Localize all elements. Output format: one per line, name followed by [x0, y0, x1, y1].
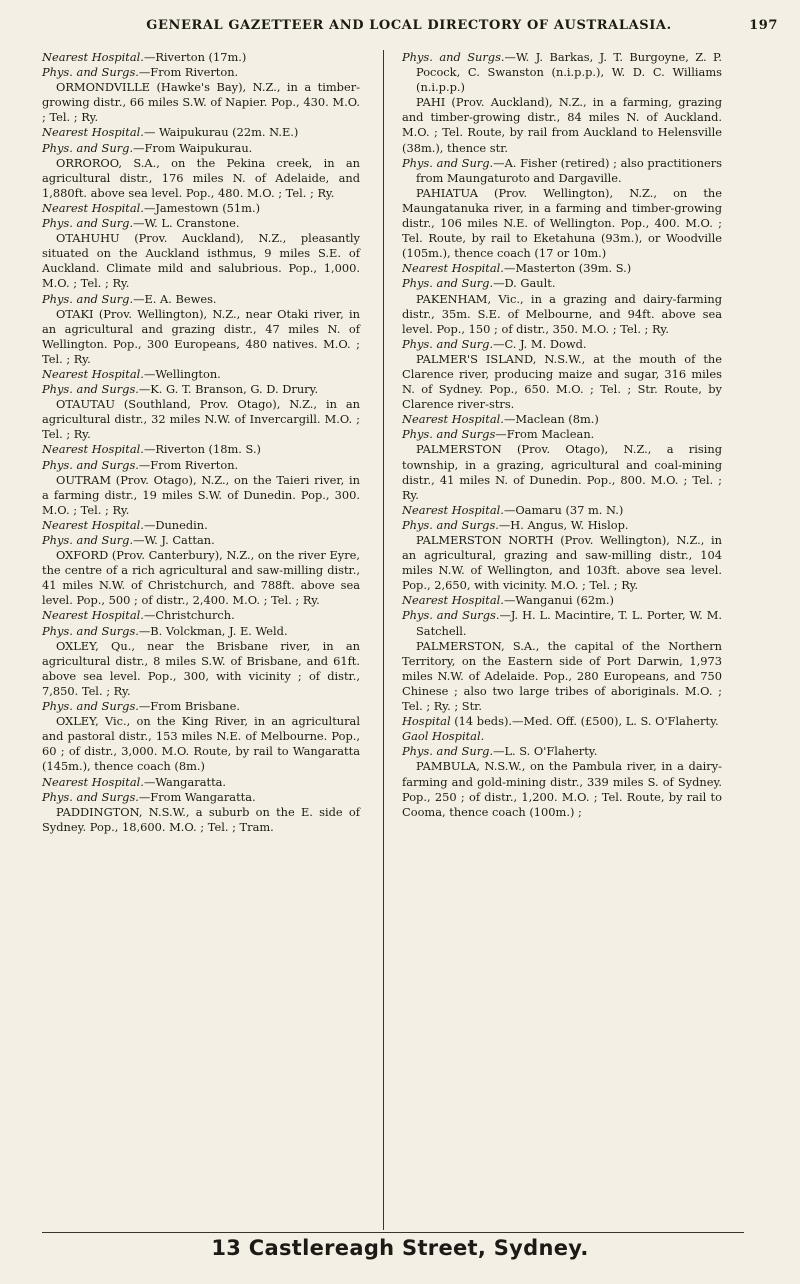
entry-text: —D. Gault.: [493, 276, 556, 291]
gazetteer-entry: [402, 292, 722, 337]
entry-text: OXFORD (Prov. Canterbury), N.Z., on the river Eyre, the centre of a rich agricultural and saw-milling distr., 41 miles N.W. of Christchurch, and 788ft. above sea level. Pop., 500 ; of distr., 2,400. M.O. ; Tel. ; Ry.: [42, 548, 360, 608]
gazetteer-entry: [42, 307, 360, 367]
detail-label: Phys. and Surg.: [402, 155, 494, 170]
gazetteer-entry: [42, 473, 360, 518]
header-title: GENERAL GAZETTEER AND LOCAL DIRECTORY OF AUSTRALASIA.: [146, 18, 672, 33]
entry-text: (14 beds).—Med. Off. (£500), L. S. O'Flaherty.: [454, 714, 719, 729]
gazetteer-entry: [402, 186, 722, 261]
entry-detail: [42, 216, 360, 231]
entry-detail: [42, 790, 360, 805]
entry-text: —J. H. L. Macintire, T. L. Porter, W. M. Satchell.: [416, 608, 722, 638]
entry-detail: [402, 608, 722, 638]
entry-text: —H. Angus, W. Hislop.: [498, 517, 629, 532]
gazetteer-entry: [402, 759, 722, 819]
entry-detail: [42, 201, 360, 216]
entry-text: — Waipukurau (22m. N.E.): [143, 125, 299, 140]
entry-text: —From Wangaratta.: [138, 789, 256, 804]
detail-label: Nearest Hospital.: [42, 774, 144, 789]
detail-label: Phys. and Surgs.: [402, 50, 505, 64]
entry-detail: [402, 503, 722, 518]
detail-label: Nearest Hospital.: [402, 502, 504, 517]
entry-text: —From Riverton.: [138, 65, 239, 80]
entry-text: —Oamaru (37 m. N.): [503, 502, 624, 517]
entry-detail: [42, 50, 360, 65]
detail-label: Nearest Hospital.: [42, 366, 144, 381]
entry-detail: [402, 412, 722, 427]
gazetteer-entry: [402, 442, 722, 502]
entry-detail: [402, 156, 722, 186]
gazetteer-entry: [42, 397, 360, 442]
gazetteer-entry: [402, 533, 722, 593]
entry-text: —K. G. T. Branson, G. D. Drury.: [138, 382, 319, 397]
entry-text: —Dunedin.: [143, 517, 208, 532]
detail-label: Phys. and Surgs.: [42, 699, 139, 714]
entry-text: PALMERSTON, S.A., the capital of the Northern Territory, on the Eastern side of Port Darwin, 1,973 miles N.W. of Adelaide. Pop., 280 Europeans, and 750 Chinese ; also two large tribes of aboriginals. M.O. ; Tel. ; Ry. ; Str.: [402, 638, 722, 714]
detail-label: Nearest Hospital.: [42, 125, 144, 140]
gazetteer-entry: [402, 352, 722, 412]
column-divider: [383, 50, 384, 1230]
entry-text: —Maclean (8m.): [503, 412, 599, 427]
entry-detail: [42, 141, 360, 156]
entry-text: OXLEY, Vic., on the King River, in an agricultural and pastoral distr., 153 miles N.E. of Melbourne. Pop., 60 ; of distr., 3,000. M.O. Route, by rail to Wangaratta (145m.), thence coach (8m.): [42, 714, 360, 774]
detail-label: Phys. and Surg.: [42, 216, 134, 231]
entry-text: —Riverton (18m. S.): [143, 442, 262, 457]
detail-label: Nearest Hospital.: [42, 50, 144, 64]
entry-text: —A. Fisher (retired) ; also practitioners from Maungaturoto and Dargaville.: [416, 155, 723, 185]
detail-label: Phys. and Surgs.: [42, 382, 139, 397]
entry-detail: [402, 714, 722, 729]
entry-text: PALMER'S ISLAND, N.S.W., at the mouth of the Clarence river, producing maize and sugar, 316 miles N. of Sydney. Pop., 650. M.O. ; Tel. ; Str. Route, by Clarence river-strs.: [402, 351, 722, 412]
detail-label: Phys. and Surgs.: [42, 789, 139, 804]
right-column: [402, 50, 722, 820]
entry-detail: [42, 382, 360, 397]
entry-text: OTAUTAU (Southland, Prov. Otago), N.Z., in an agricultural distr., 32 miles N.W. of Invercargill. M.O. ; Tel. ; Ry.: [42, 397, 360, 442]
detail-label: Phys. and Surg.: [42, 291, 134, 306]
page-number: 197: [749, 18, 778, 33]
detail-label: Phys. and Surgs.: [402, 608, 500, 623]
entry-detail: [42, 624, 360, 639]
gazetteer-entry: [42, 805, 360, 835]
detail-label: Hospital: [402, 714, 451, 729]
detail-label: Phys. and Surgs.: [42, 623, 139, 638]
entry-detail: [42, 367, 360, 382]
entry-detail: [402, 337, 722, 352]
entry-text: PAHIATUA (Prov. Wellington), N.Z., on the Maungatanuka river, in a farming and timber-growing distr., 106 miles N.E. of Wellington. Pop., 400. M.O. ; Tel. Route, by rail to Eketahuna (93m.), or Woodville (105m.), thence coach (17 or 10m.): [402, 185, 722, 261]
detail-label: Phys. and Surg.: [42, 533, 134, 547]
entry-detail: [402, 276, 722, 291]
detail-label: Phys. and Surg.: [402, 276, 494, 291]
gazetteer-entry: [42, 80, 360, 125]
entry-text: —From Waipukurau.: [133, 140, 253, 155]
entry-detail: [42, 292, 360, 307]
gazetteer-entry: [402, 95, 722, 155]
entry-detail: [42, 533, 360, 548]
gazetteer-entry: [42, 156, 360, 201]
gazetteer-entry: [42, 714, 360, 774]
entry-text: —Riverton (17m.): [143, 50, 247, 64]
entry-detail: [402, 729, 722, 744]
entry-text: —W. J. Cattan.: [133, 533, 215, 547]
footer-rule: [42, 1232, 744, 1233]
detail-label: Phys. and Surgs.: [402, 517, 499, 532]
entry-detail: [402, 593, 722, 608]
entry-text: OXLEY, Qu., near the Brisbane river, in an agricultural distr., 8 miles S.W. of Brisbane, and 61ft. above sea level. Pop., 300, with vicinity ; of distr., 7,850. Tel. ; Ry.: [42, 638, 360, 698]
entry-text: —Wellington.: [143, 366, 221, 381]
entry-detail: [402, 50, 722, 95]
entry-text: OUTRAM (Prov. Otago), N.Z., on the Taieri river, in a farming distr., 19 miles S.W. of Dunedin. Pop., 300. M.O. ; Tel. ; Ry.: [42, 472, 360, 517]
entry-text: —Jamestown (51m.): [143, 200, 261, 215]
entry-detail: [42, 65, 360, 80]
footer-address: 13 Castlereagh Street, Sydney.: [211, 1236, 589, 1260]
entry-text: —From Riverton.: [138, 457, 239, 472]
detail-label: Phys. and Surg.: [402, 744, 494, 759]
entry-text: —C. J. M. Dowd.: [493, 336, 587, 351]
entry-detail: [402, 744, 722, 759]
detail-label: Gaol Hospital.: [402, 729, 485, 744]
detail-label: Nearest Hospital.: [42, 442, 144, 457]
entry-text: —E. A. Bewes.: [133, 291, 217, 306]
entry-detail: [42, 458, 360, 473]
detail-label: Phys. and Surg.: [42, 140, 134, 155]
entry-detail: [42, 518, 360, 533]
entry-text: —L. S. O'Flaherty.: [493, 744, 598, 759]
entry-text: —Wanganui (62m.): [503, 593, 614, 608]
entry-text: —W. L. Cranstone.: [133, 216, 240, 231]
gazetteer-entry: [42, 231, 360, 291]
entry-text: ORMONDVILLE (Hawke's Bay), N.Z., in a timber-growing distr., 66 miles S.W. of Napier. Pop., 430. M.O. ; Tel. ; Ry.: [42, 80, 360, 125]
entry-detail: [42, 125, 360, 140]
detail-label: Phys. and Surgs: [402, 427, 496, 442]
entry-detail: [402, 261, 722, 276]
entry-detail: [42, 699, 360, 714]
entry-text: ORROROO, S.A., on the Pekina creek, in an agricultural distr., 176 miles N. of Adelaide, and 1,880ft. above sea level. Pop., 480. M.O. ; Tel. ; Ry.: [42, 155, 360, 200]
entry-detail: [402, 427, 722, 442]
entry-text: —Wangaratta.: [143, 774, 227, 789]
gazetteer-entry: [42, 548, 360, 608]
detail-label: Nearest Hospital.: [402, 261, 504, 276]
gazetteer-entry: [42, 639, 360, 699]
entry-text: PAMBULA, N.S.W., on the Pambula river, in a dairy-farming and gold-mining distr., 339 miles S. of Sydney. Pop., 250 ; of distr., 1,200. M.O. ; Tel. Route, by rail to Cooma, thence coach (100m.) ;: [402, 759, 722, 819]
entry-text: —B. Volckman, J. E. Weld.: [138, 623, 288, 638]
detail-label: Nearest Hospital.: [42, 517, 144, 532]
entry-text: OTAKI (Prov. Wellington), N.Z., near Otaki river, in an agricultural and grazing distr., 47 miles N. of Wellington. Pop., 300 Europeans, 480 natives. M.O. ; Tel. ; Ry.: [42, 306, 360, 366]
entry-detail: [42, 442, 360, 457]
gazetteer-entry: [402, 639, 722, 714]
entry-detail: [402, 518, 722, 533]
entry-text: PAHI (Prov. Auckland), N.Z., in a farming, grazing and timber-growing distr., 84 miles N. of Auckland. M.O. ; Tel. Route, by rail from Auckland to Helensville (38m.), thence str.: [402, 95, 722, 155]
left-column: [42, 50, 360, 835]
entry-text: —Christchurch.: [143, 608, 235, 623]
running-header: [40, 18, 778, 33]
entry-text: PADDINGTON, N.S.W., a suburb on the E. side of Sydney. Pop., 18,600. M.O. ; Tel. ; Tram.: [42, 804, 360, 834]
detail-label: Phys. and Surgs.: [42, 457, 139, 472]
entry-detail: [42, 608, 360, 623]
entry-text: —W. J. Barkas, J. T. Burgoyne, Z. P. Pocock, C. Swanston (n.i.p.p.), W. D. C. Williams (n.i.p.p.): [416, 50, 722, 95]
detail-label: Nearest Hospital.: [402, 412, 504, 427]
detail-label: Nearest Hospital.: [42, 200, 144, 215]
entry-text: PAKENHAM, Vic., in a grazing and dairy-farming distr., 35m. S.E. of Melbourne, and 94ft. above sea level. Pop., 150 ; of distr., 350. M.O. ; Tel. ; Ry.: [402, 291, 722, 336]
entry-text: —From Brisbane.: [138, 699, 241, 714]
entry-text: —From Maclean.: [495, 427, 595, 442]
detail-label: Phys. and Surg.: [402, 336, 494, 351]
entry-text: PALMERSTON (Prov. Otago), N.Z., a rising township, in a grazing, agricultural and coal-mining distr., 41 miles N. of Dunedin. Pop., 800. M.O. ; Tel. ; Ry.: [402, 442, 722, 502]
entry-detail: [42, 775, 360, 790]
entry-text: —Masterton (39m. S.): [503, 261, 632, 276]
detail-label: Phys. and Surgs.: [42, 65, 139, 80]
detail-label: Nearest Hospital.: [42, 608, 144, 623]
entry-text: OTAHUHU (Prov. Auckland), N.Z., pleasantly situated on the Auckland isthmus, 9 miles S.E. of Auckland. Climate mild and salubrious. Pop., 1,000. M.O. ; Tel. ; Ry.: [42, 231, 360, 291]
detail-label: Nearest Hospital.: [402, 593, 504, 608]
entry-text: PALMERSTON NORTH (Prov. Wellington), N.Z., in an agricultural, grazing and saw-milling distr., 104 miles N.W. of Wellington, and 103ft. above sea level. Pop., 2,650, with vicinity. M.O. ; Tel. ; Ry.: [402, 533, 722, 593]
